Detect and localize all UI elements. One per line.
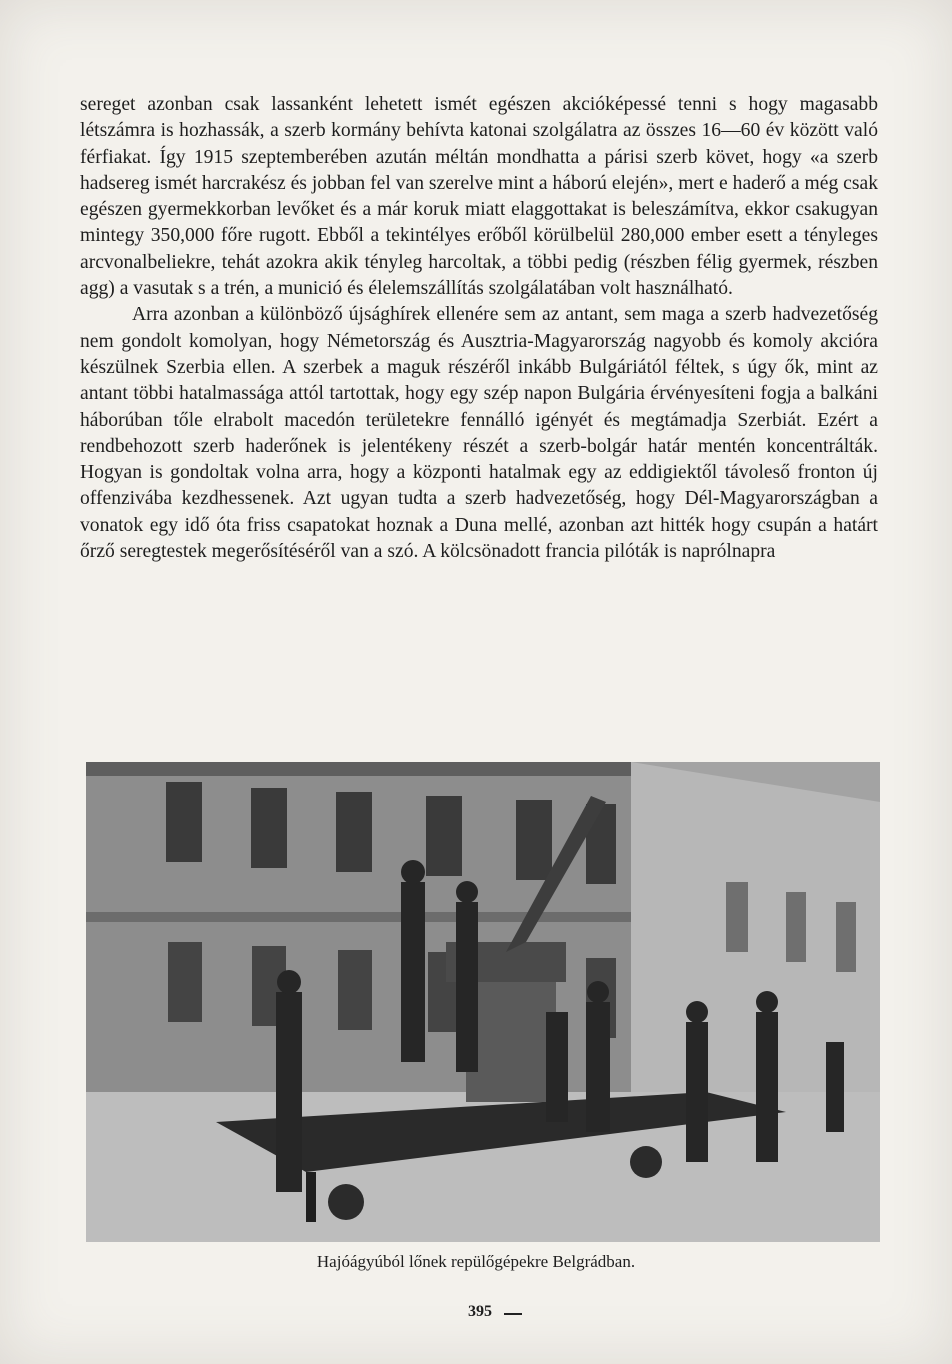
page-number: 395: [468, 1303, 492, 1320]
figure-caption: Hajóágyúból lőnek repülőgépekre Belgrádban.: [316, 1252, 636, 1271]
page-number-dash: [504, 1313, 522, 1315]
body-text: [80, 92, 878, 565]
photo-illustration: [86, 762, 880, 1242]
paragraph-1: sereget azonban csak lassanként lehetett ismét egészen akcióképessé tenni s hogy magasabb létszámra is hozhassák, a szerb kormány behívta katonai szolgálatra az összes 16—60 év között való férfiakat. Így 1915 szeptemberében azután méltán mondhatta a párisi szerb követ, hogy «a szerb hadsereg ismét harcrakész és jobban fel van szerelve mint a háború elején», mert e haderő a még csak egészen gyermekkorban levőket és a már koruk miatt elaggottakat is beleszámítva, ekkor csakugyan mintegy 350,000 főre rugott. Ebből a tekintélyes erőből körülbelül 280,000 ember esett a tényleges arcvonalbeliekre, tehát azokra akik tényleg harcoltak, a többi pedig (részben félig gyermek, részben agg) a vasutak s a trén, a munició és élelemszállítás szolgálatában volt használható.: [80, 94, 878, 300]
paragraph-2: Arra azonban a különböző újsághírek ellenére sem az antant, sem maga a szerb hadvezetőség nem gondolt komolyan, hogy Németország és Ausztria-Magyarország nagyobb és komoly akcióra készülnek Szerbia ellen. A szerbek a maguk részéről inkább Bulgáriától féltek, s úgy ők, mint az antant többi hatalmassága attól tartottak, hogy egy szép napon Bulgária érvényesíteni fogja a balkáni háborúban tőle elrabolt macedón területekre fennálló igényét és megtámadja Szerbiát. Ezért a rendbehozott szerb haderőnek is jelentékeny részét a szerb-bolgár határ mentén koncentrálták. Hogyan is gondoltak volna arra, hogy a központi hatalmak egy az eddigiektől távoleső fronton új offenzivába kezdhessenek. Azt ugyan tudta a szerb hadvezetőség, hogy Dél-Magyarországban a vonatok egy idő óta friss csapatokat hoznak a Duna mellé, azonban azt hitték hogy csupán a határt őrző seregtestek megerősítéséről van a szó. A kölcsönadott francia pilóták is naprólnapra: [80, 304, 878, 563]
gun-mount: [466, 972, 556, 1102]
photograph-anti-aircraft-gun: [86, 762, 880, 1242]
